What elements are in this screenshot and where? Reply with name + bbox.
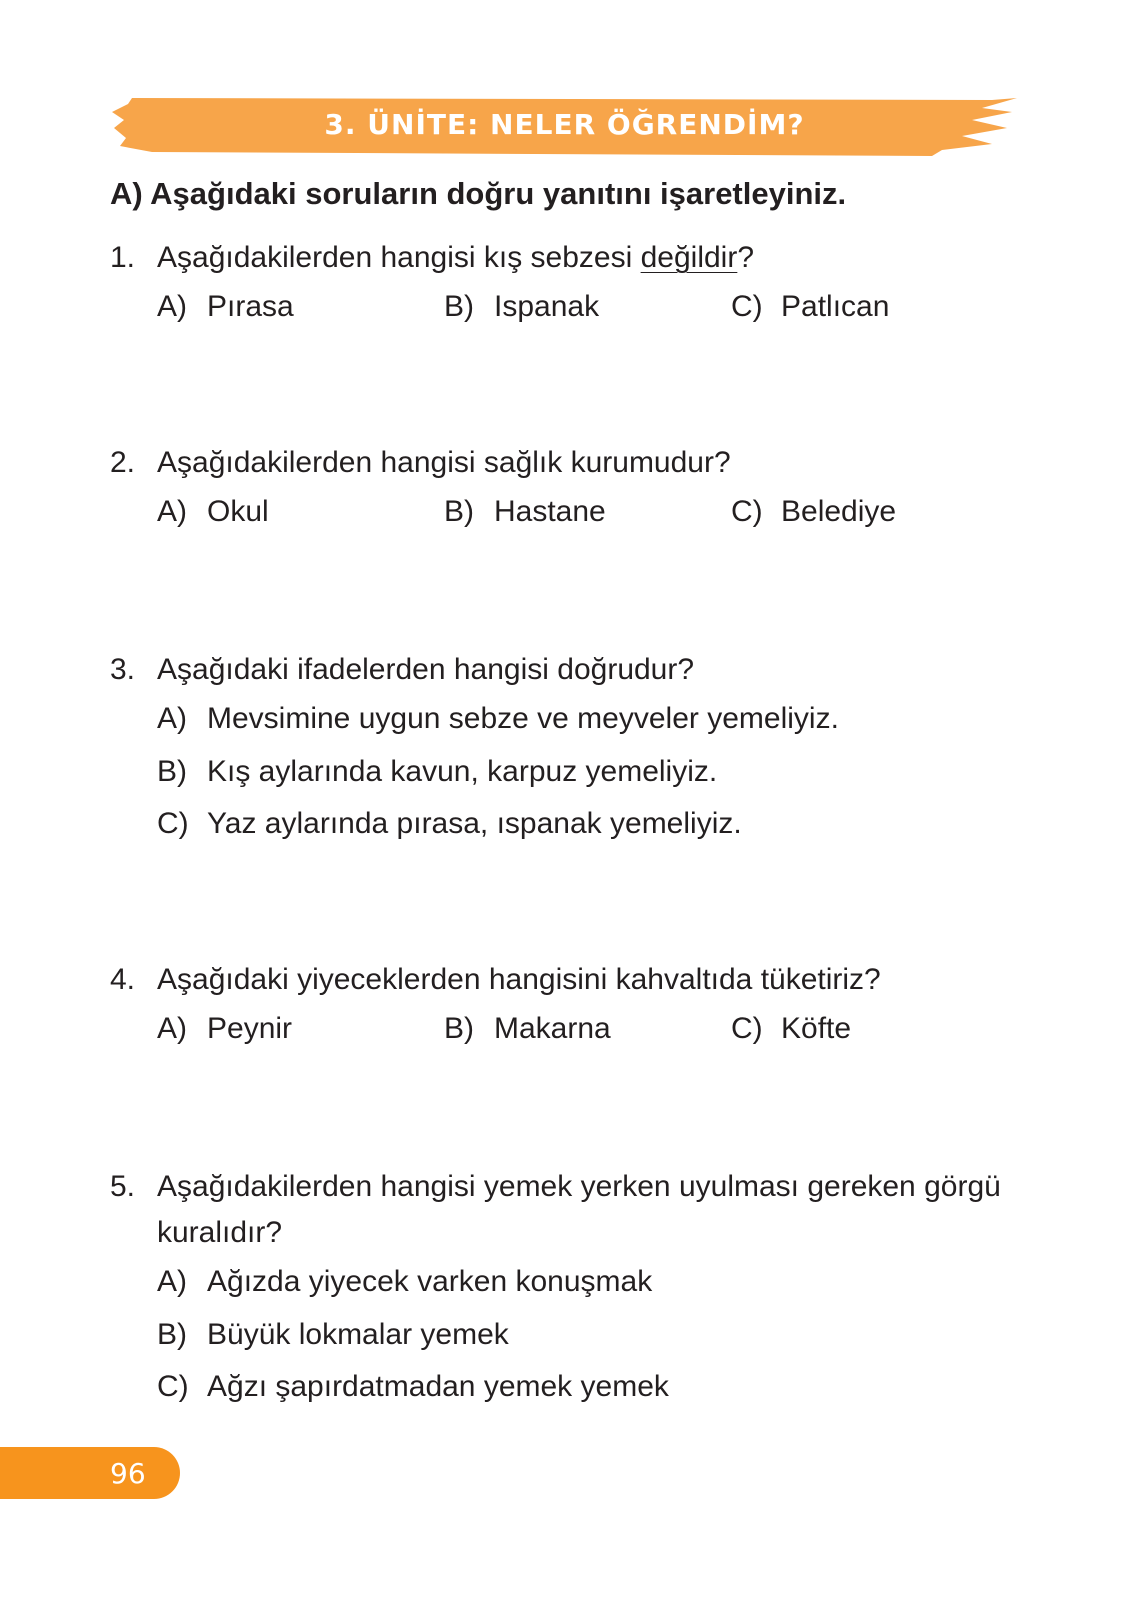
option-c[interactable]: C) Belediye: [731, 495, 897, 528]
question-number: 1.: [110, 241, 136, 274]
question-5: [110, 1164, 1030, 1414]
option-a[interactable]: A) Pırasa: [157, 290, 294, 323]
option-b[interactable]: B) Kış aylarında kavun, karpuz yemeliyiz.: [157, 754, 718, 788]
option-c[interactable]: C) Yaz aylarında pırasa, ıspanak yemeliyiz.: [157, 807, 742, 840]
question-number: 2.: [110, 446, 136, 479]
question-3: [110, 647, 1030, 851]
question-text: Aşağıdakilerden hangisi kış sebzesi değildir?: [157, 241, 755, 274]
page-number-tab: [0, 1447, 180, 1499]
option-b[interactable]: B) Hastane: [444, 495, 606, 528]
option-b[interactable]: B) Makarna: [444, 1012, 611, 1045]
option-a[interactable]: A) Ağızda yiyecek varken konuşmak: [157, 1265, 653, 1298]
option-c[interactable]: C) Ağzı şapırdatmadan yemek yemek: [157, 1370, 669, 1403]
section-instruction: A) Aşağıdaki soruların doğru yanıtını işaretleyiniz.: [110, 176, 847, 211]
question-text: Aşağıdaki yiyeceklerden hangisini kahvaltıda tüketiriz?: [157, 963, 881, 996]
option-c[interactable]: C) Patlıcan: [731, 290, 890, 323]
option-b[interactable]: B) Ispanak: [444, 290, 600, 323]
unit-title: 3. ÜNİTE: NELER ÖĞRENDİM?: [324, 108, 805, 141]
page-number: 96: [110, 1457, 146, 1490]
question-number: 4.: [110, 963, 136, 996]
unit-title-banner: [112, 94, 1017, 156]
option-b[interactable]: B) Büyük lokmalar yemek: [157, 1317, 509, 1351]
option-a[interactable]: A) Peynir: [157, 1012, 293, 1045]
question-text: Aşağıdakilerden hangisi yemek yerken uyulması gereken görgü kuralıdır?: [157, 1170, 1001, 1249]
question-text: Aşağıdaki ifadelerden hangisi doğrudur?: [157, 653, 695, 686]
question-4: [110, 957, 1030, 1055]
option-a[interactable]: A) Okul: [157, 495, 269, 528]
option-c[interactable]: C) Köfte: [731, 1012, 852, 1045]
underlined-word: değildir: [640, 241, 738, 274]
question-1: [110, 235, 1030, 333]
option-a[interactable]: A) Mevsimine uygun sebze ve meyveler yemeliyiz.: [157, 702, 839, 735]
question-number: 3.: [110, 653, 136, 686]
question-2: [110, 440, 1030, 538]
question-number: 5.: [110, 1170, 136, 1203]
question-text: Aşağıdakilerden hangisi sağlık kurumudur?: [157, 446, 731, 479]
